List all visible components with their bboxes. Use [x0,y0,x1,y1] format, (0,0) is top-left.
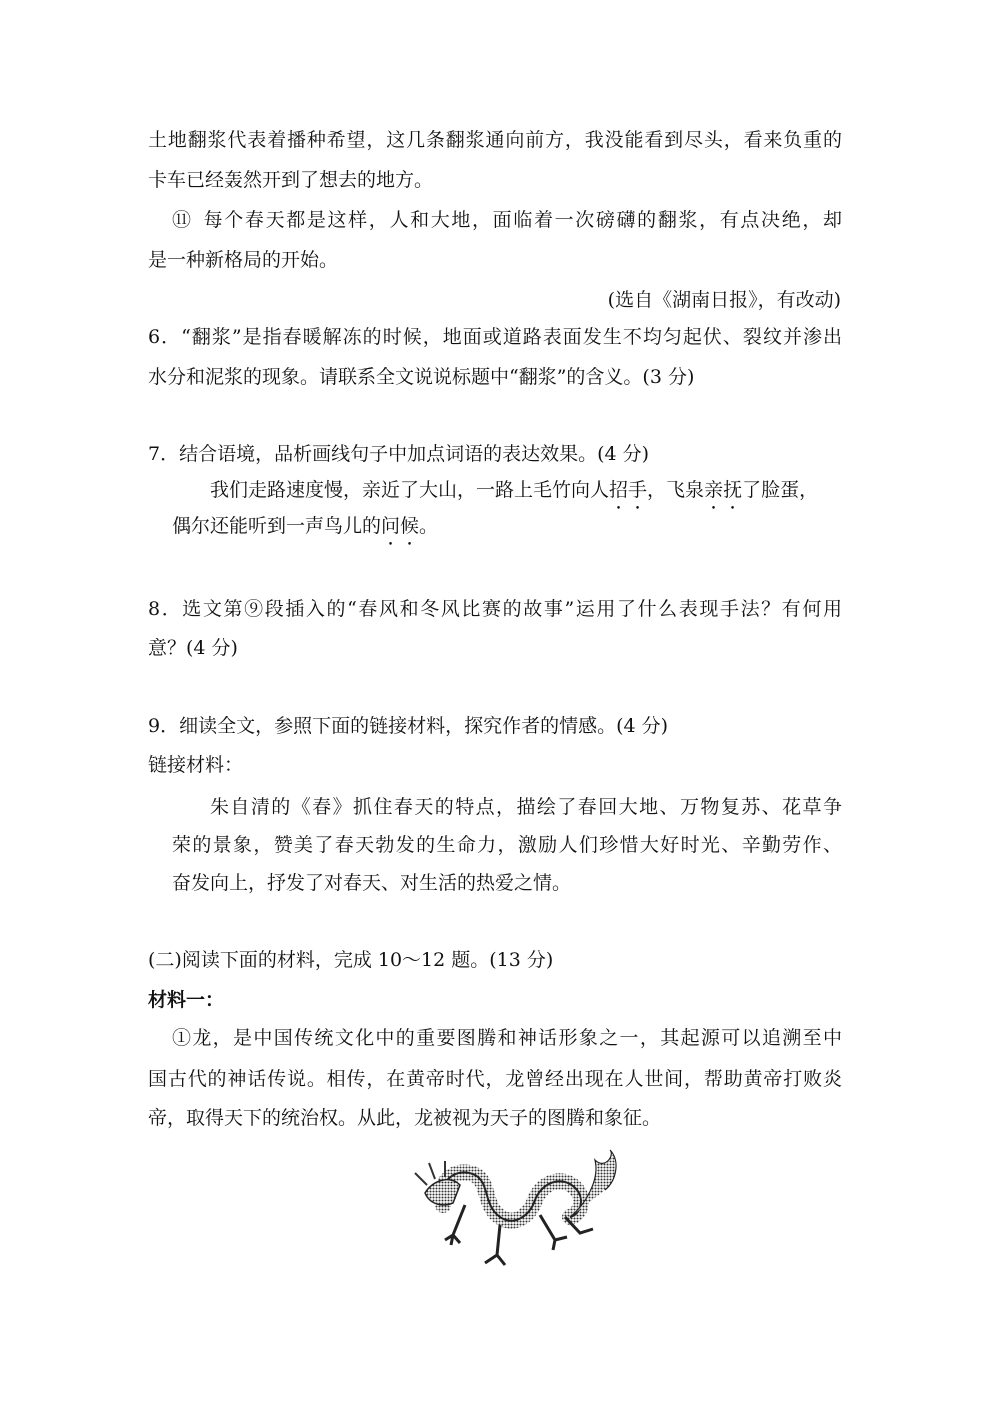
dotted-word: 招 [609,479,629,501]
dotted-word: 抚 [723,479,743,501]
question-6-line: 水分和泥浆的现象。请联系全文说说标题中“翻浆”的含义。(3 分) [148,366,695,388]
question-6-line: 6．“翻浆”是指春暖解冻的时候，地面或道路表面发生不均匀起伏、裂纹并渗出 [148,326,842,348]
paragraph-11-line [172,208,842,232]
question-8-line: 8．选文第⑨段插入的“春风和冬风比赛的故事”运用了什么表现手法？有何用 [148,598,842,620]
question-7-sentence [172,514,438,538]
paragraph-number: ⑪ [172,209,192,231]
material-line: 国古代的神话传说。相传，在黄帝时代，龙曾经出现在人世间，帮助黄帝打败炎 [148,1068,842,1090]
source-citation: (选自《湖南日报》，有改动) [607,289,841,311]
dotted-word: 候 [400,515,420,537]
material-label: 材料一： [148,989,225,1011]
dotted-word: 问 [381,515,401,537]
sentence-part: 。 [419,515,439,537]
dotted-word: 亲 [704,479,724,501]
dotted-word: 手 [628,479,648,501]
question-9-title: 9．细读全文，参照下面的链接材料，探究作者的情感。(4 分) [148,715,669,737]
sentence-part: 偶尔还能听到一声鸟儿的 [172,515,382,537]
link-material-line: 奋发向上，抒发了对春天、对生活的热爱之情。 [172,872,572,894]
paragraph-text: 每个春天都是这样，人和大地，面临着一次磅礴的翻浆，有点决绝，却 [202,209,842,231]
paragraph-11-line: 是一种新格局的开始。 [148,249,339,271]
link-material-line: 朱自清的《春》抓住春天的特点，描绘了春回大地、万物复苏、花草争 [210,796,842,818]
question-7-title: 7．结合语境，品析画线句子中加点词语的表达效果。(4 分) [148,443,650,465]
dragon-illustration-icon [405,1145,625,1275]
question-7-sentence [210,478,818,502]
essay-line: 土地翻浆代表着播种希望，这几条翻浆通向前方，我没能看到尽头，看来负重的 [148,129,842,151]
essay-line: 卡车已经轰然开到了想去的地方。 [148,169,434,191]
sentence-part: 我们走路速度慢，亲近了大山，一路上毛竹向人 [210,479,610,501]
sentence-part: 了脸蛋， [742,479,819,501]
section-heading: (二)阅读下面的材料，完成 10～12 题。(13 分) [148,949,554,971]
material-line: ①龙，是中国传统文化中的重要图腾和神话形象之一，其起源可以追溯至中 [172,1027,842,1049]
question-8-line: 意？(4 分) [148,637,238,659]
material-line: 帝，取得天下的统治权。从此，龙被视为天子的图腾和象征。 [148,1107,662,1129]
link-material-label: 链接材料： [148,754,244,776]
sentence-part: ，飞泉 [647,479,705,501]
link-material-line: 荣的景象，赞美了春天勃发的生命力，激励人们珍惜大好时光、辛勤劳作、 [172,834,842,856]
